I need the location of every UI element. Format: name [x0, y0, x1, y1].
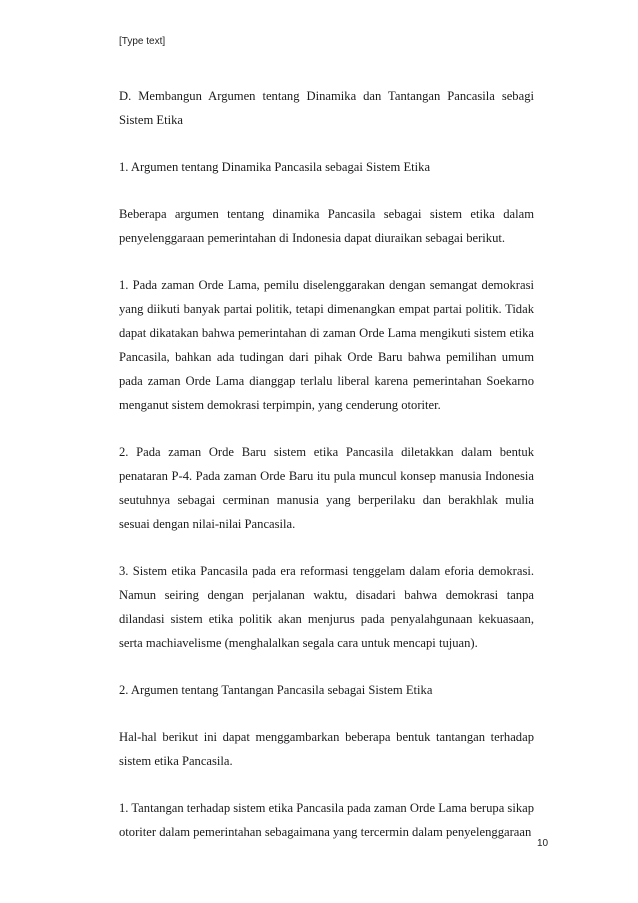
subheading-argumen-tantangan: 2. Argumen tentang Tantangan Pancasila sebagai Sistem Etika [119, 683, 433, 697]
paragraph-tantangan-orde-lama: 1. Tantangan terhadap sistem etika Pancasila pada zaman Orde Lama berupa sikap otoriter dalam pemerintahan sebagaimana yang tercermin dalam penyelenggaraan [119, 801, 535, 839]
section-heading-d: D. Membangun Argumen tentang Dinamika dan Tantangan Pancasila sebagi Sistem Etika [119, 89, 534, 127]
paragraph-orde-lama: 1. Pada zaman Orde Lama, pemilu diselenggarakan dengan semangat demokrasi yang diikuti banyak partai politik, tetapi dimenangkan empat partai politik. Tidak dapat dikatakan bahwa pemerintahan di zaman Orde Lama mengikuti sistem etika Pancasila, bahkan ada tudingan dari pihak Orde Baru bahwa pemilihan umum pada zaman Orde Lama dianggap terlalu liberal karena pemerintahan Soekarno menganut sistem demokrasi terpimpin, yang cenderung otoriter. [119, 278, 534, 412]
paragraph-orde-baru: 2. Pada zaman Orde Baru sistem etika Pancasila diletakkan dalam bentuk penataran P-4. Pada zaman Orde Baru itu pula muncul konsep manusia Indonesia seutuhnya sebagai cerminan manusia yang berperilaku dan berakhlak mulia sesuai dengan nilai-nilai Pancasila. [119, 445, 534, 531]
page-header: [Type text] [119, 36, 166, 47]
paragraph-reformasi: 3. Sistem etika Pancasila pada era reformasi tenggelam dalam eforia demokrasi. Namun seiring dengan perjalanan waktu, disadari bahwa demokrasi tanpa dilandasi sistem etika politik akan menjurus pada penyalahgunaan kekuasaan, serta machiavelisme (menghalalkan segala cara untuk mencapi tujuan). [119, 564, 534, 650]
document-body [119, 84, 534, 867]
paragraph-intro-tantangan: Hal-hal berikut ini dapat menggambarkan beberapa bentuk tantangan terhadap sistem etika Pancasila. [119, 730, 534, 768]
page-number: 10 [537, 838, 549, 849]
subheading-argumen-dinamika: 1. Argumen tentang Dinamika Pancasila sebagai Sistem Etika [119, 160, 431, 174]
paragraph-intro-dinamika: Beberapa argumen tentang dinamika Pancasila sebagai sistem etika dalam penyelenggaraan pemerintahan di Indonesia dapat diuraikan sebagai berikut. [119, 207, 534, 245]
